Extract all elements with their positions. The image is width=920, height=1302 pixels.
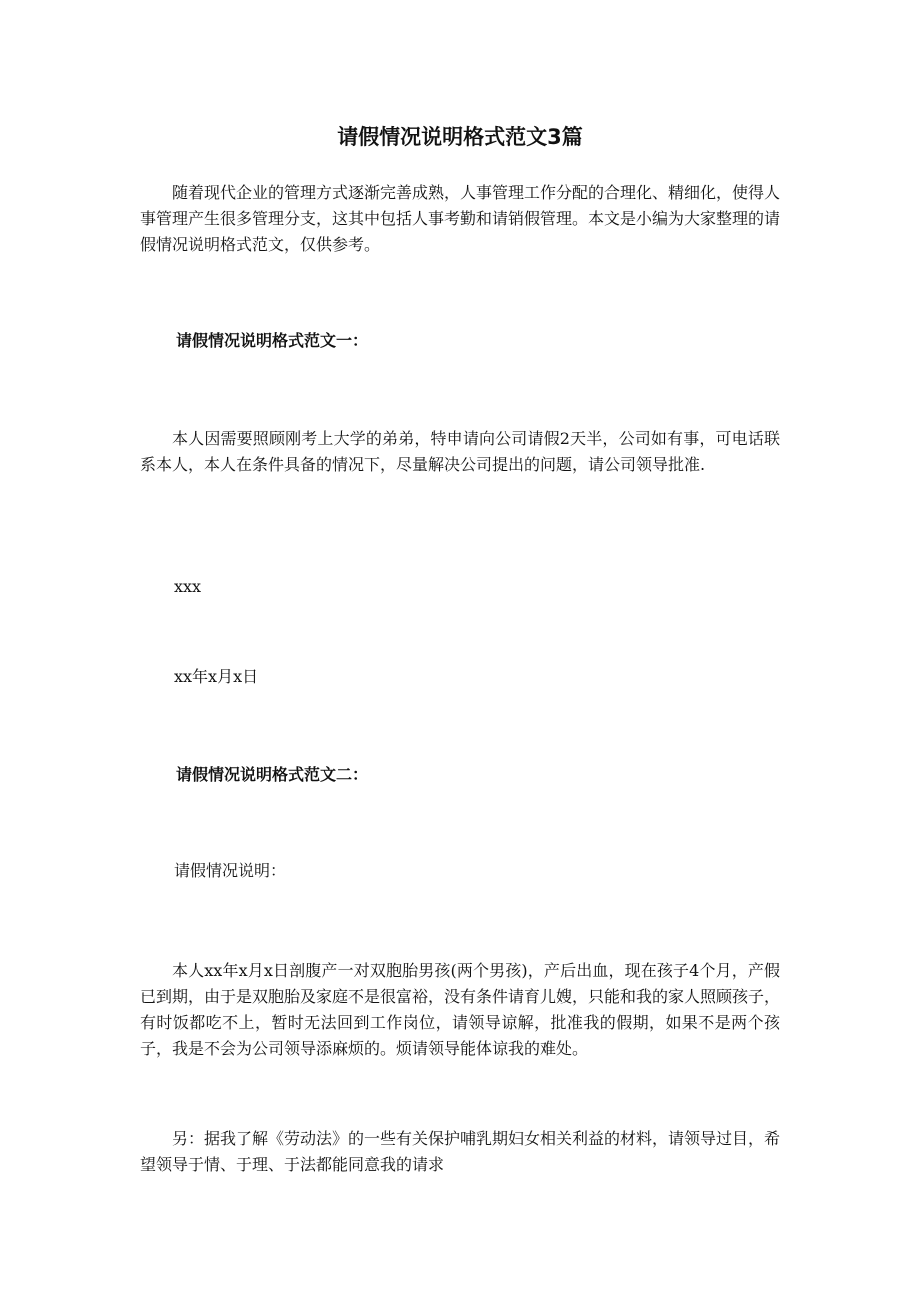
sample-one-body: 本人因需要照顾刚考上大学的弟弟，特申请向公司请假2天半，公司如有事，可电话联系本人，本人在条件具备的情况下，尽量解决公司提出的问题，请公司领导批准. <box>140 429 780 474</box>
intro-paragraph: 随着现代企业的管理方式逐渐完善成熟，人事管理工作分配的合理化、精细化，使得人事管理产生很多管理分支，这其中包括人事考勤和请销假管理。本文是小编为大家整理的请假情况说明格式范文，仅供参考。 <box>140 183 781 254</box>
sample-one-signature: xxx <box>174 577 202 596</box>
document-title: 请假情况说明格式范文3篇 <box>337 125 583 149</box>
sample-one-heading: 请假情况说明格式范文一： <box>176 331 369 350</box>
sample-one-date: xx年x月x日 <box>174 667 259 686</box>
sample-two-heading: 请假情况说明格式范文二： <box>176 765 369 784</box>
sample-two-body: 本人xx年x月x日剖腹产一对双胞胎男孩(两个男孩)，产后出血，现在孩子4个月，产假已到期，由于是双胞胎及家庭不是很富裕，没有条件请育儿嫂，只能和我的家人照顾孩子，有时饭都吃不上，暂时无法回到工作岗位，请领导谅解，批准我的假期，如果不是两个孩子，我是不会为公司领导添麻烦的。烦请领导能体谅我的难处。 <box>140 961 781 1058</box>
sample-two-subheading: 请假情况说明： <box>174 861 287 880</box>
sample-two-note: 另：据我了解《劳动法》的一些有关保护哺乳期妇女相关利益的材料，请领导过目，希望领导于情、于理、于法都能同意我的请求 <box>140 1129 781 1174</box>
